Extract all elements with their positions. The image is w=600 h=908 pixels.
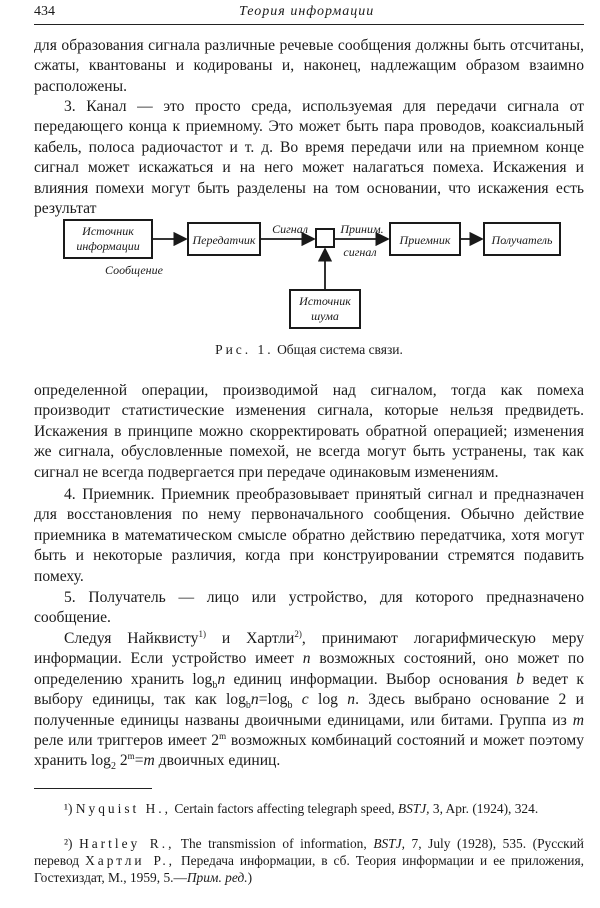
header-rule	[34, 24, 584, 25]
noise-label-line1: Источник	[299, 294, 351, 308]
noise-label-line2: шума	[311, 309, 339, 323]
signal-label: Сигнал	[272, 222, 308, 236]
paragraph-destination: 5. Получатель — лицо или устройство, для которого предназначено сообщение.	[34, 589, 584, 627]
message-label: Сообщение	[105, 263, 163, 277]
footnote-2: ²) Hartley R., The transmission of information, BSTJ, 7, July (1928), 535. (Русский перевод Хартли Р., Передача информации, в сб. Теория информации и ее приложения, Гостехиздат, М., 1959, 5.—Прим. ред.)	[34, 836, 584, 886]
receiver-label: Приемник	[399, 233, 451, 247]
footnote-rule	[34, 788, 152, 789]
paragraph-receiver: 4. Приемник. Приемник преобразовывает принятый сигнал и предназначен для восстановления по нему первоначального сообщения. Обычно действие приемника в математическом смысле обратно действию передатчика, хотя могут быть и некоторые различия, когда при конструировании стремятся подавить помеху.	[34, 486, 584, 585]
received-label-line1: Приним.	[340, 222, 384, 236]
caption-text: Общая система связи.	[277, 342, 403, 357]
footnote-1: ¹) Nyquist H., Certain factors affecting telegraph speed, BSTJ, 3, Apr. (1924), 324.	[64, 801, 539, 816]
figure-caption	[34, 342, 584, 358]
destination-label: Получатель	[491, 233, 553, 247]
communication-system-diagram	[62, 210, 562, 335]
transmitter-label: Передатчик	[192, 233, 256, 247]
paragraph-continued: для образования сигнала различные речевые сообщения должны быть отсчитаны, сжаты, квантованы и кодированы и, наконец, надлежащим образом взаимно расположены.	[34, 37, 584, 95]
paragraph-channel: 3. Канал — это просто среда, используемая для передачи сигнала от передающего конца к приемному. Это может быть пара проводов, коаксиальный кабель, полоса радиочастот и т. д. Во время передачи или на приемном конце сигнал может искажаться и на него может налагаться помеха. Искажения и влияния помехи могут быть разделены на том основании, что искажения есть результат	[34, 98, 584, 218]
source-label-line1: Источник	[82, 224, 134, 238]
received-label-line2: сигнал	[343, 245, 377, 259]
paragraph-information-measure: Следуя Найквисту$^{1)}$ и Хартли$^{2)}$, принимают логарифмическую меру информации. Если устройство имеет n возможных состояний, оно может по определению хранить $\log_bn$ единиц информации. Выбор основания b ведет к выбору единицы, так как $\log_bn=\log_b$ c log n. Здесь выбрано основание 2 и полученные единицы названы двоичными единицами, или битами. Группа из m реле или триггеров имеет 2$^m$ возможных комбинаций состояний и может поэтому хранить $\log_2 2^m=m$ двоичных единиц.	[34, 628, 585, 773]
page-number: 434	[34, 4, 55, 19]
running-title: Теория информации	[239, 4, 375, 19]
running-header	[34, 4, 584, 22]
caption-label: Рис. 1.	[215, 342, 274, 357]
channel-box	[316, 229, 334, 247]
paragraph-distortion: определенной операции, производимой над сигналом, тогда как помеха производит статистические изменения сигнала, которые нельзя предвидеть. Искажения в принципе можно скорректировать обратной операцией; изменения же сигнала, обусловленные помехой, не всегда могут быть устранены, так как сигнал не всегда подвергается при передаче одинаковым изменениям.	[34, 382, 584, 481]
source-label-line2: информации	[76, 239, 140, 253]
